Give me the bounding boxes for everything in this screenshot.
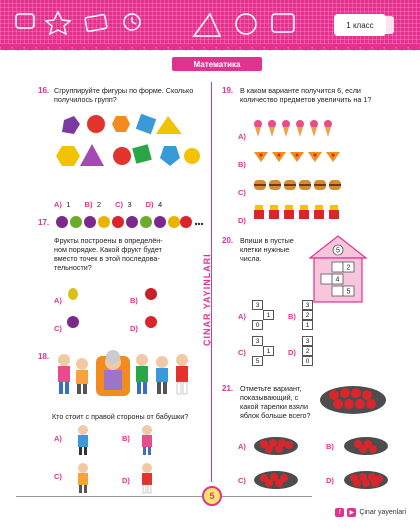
q20-option-d[interactable]: D): [288, 348, 296, 357]
q18-kid-a: [74, 424, 92, 456]
q20-b-cell: 3: [302, 300, 313, 310]
q16-option-b[interactable]: B) 2: [84, 200, 102, 209]
fries-row: [252, 204, 344, 220]
footer-rule-right: [222, 496, 312, 497]
grade-label: 1 класс: [334, 14, 386, 36]
q19-option-b[interactable]: B): [238, 160, 246, 169]
child-5: [176, 354, 188, 394]
q17-option-a[interactable]: A): [54, 296, 62, 305]
star-icon: [46, 12, 70, 34]
q17-option-b[interactable]: B): [130, 296, 138, 305]
plum-icon: [66, 314, 80, 328]
house-cell: 2: [346, 264, 351, 272]
apple-plate-a: [252, 432, 300, 456]
q16-option-d[interactable]: D) 4: [145, 200, 163, 209]
q20-d-cell: 0: [302, 356, 313, 366]
q21-text: Отметьте вариант, показывающий, с какой тарелки взяли яблок больше всего?: [240, 384, 311, 420]
q19-number: 19.: [222, 86, 234, 95]
q19-option-a[interactable]: A): [238, 132, 246, 141]
burger-row: [252, 178, 344, 192]
q17-text: Фрукты построены в определён-ном порядке. Какой фрукт будет вместо точек в этой последова-тельности?: [54, 236, 163, 272]
q21-number: 21.: [222, 384, 234, 393]
footer-rule-left: [16, 496, 202, 497]
circle-shape: [87, 115, 105, 133]
q16-shapes: [52, 112, 202, 182]
number-house: [306, 232, 370, 304]
grandmother: [96, 350, 130, 396]
house-cell: 4: [335, 276, 340, 284]
pentagon-shape-2: [160, 146, 180, 166]
footer-brand-text: Çinar yayenlari: [359, 509, 406, 516]
header-doodles: [10, 6, 160, 42]
triangle-shape: [156, 116, 182, 134]
square-shape: [136, 114, 157, 135]
pomegranate-icon: [144, 286, 158, 300]
pentagon-shape: [62, 116, 80, 134]
header-doodles-right: [190, 8, 310, 42]
q20-option-b[interactable]: B): [288, 312, 296, 321]
child-1: [58, 354, 70, 394]
q17-option-c[interactable]: C): [54, 324, 62, 333]
q20-c-cell: 5: [252, 356, 263, 366]
q17-option-d[interactable]: D): [130, 324, 138, 333]
footer-brand: [335, 508, 406, 517]
q21-option-c[interactable]: C): [238, 476, 246, 485]
youtube-icon[interactable]: ▶: [347, 508, 356, 517]
q20-d-cell: 2: [302, 346, 313, 356]
ruler-icon: [194, 14, 220, 36]
brand-vertical: ÇINAR YAYINLARI: [202, 253, 212, 347]
notebook-icon: [85, 14, 107, 31]
q20-c-cell: 3: [252, 336, 263, 346]
facebook-icon[interactable]: f: [335, 508, 344, 517]
q16-option-c[interactable]: C) 3: [115, 200, 132, 209]
q21-option-a[interactable]: A): [238, 442, 246, 451]
q19-text: В каком варианте получится 6, если количество предметов увеличить на 1?: [240, 86, 372, 104]
q20-d-cell: 3: [302, 336, 313, 346]
q18-number: 18.: [38, 352, 50, 361]
q17-fruit-sequence: [54, 212, 204, 230]
child-4: [156, 356, 168, 394]
house-roof-number: 5: [336, 247, 340, 255]
calculator-icon: [272, 14, 294, 32]
icecream-row: [252, 118, 342, 138]
circle-shape-2: [113, 147, 131, 165]
q18-option-d[interactable]: D): [122, 476, 130, 485]
pear-icon: [66, 286, 80, 300]
book-icon: [16, 14, 34, 28]
q19-option-d[interactable]: D): [238, 216, 246, 225]
q18-family-illustration: [52, 346, 202, 402]
q19-option-c[interactable]: C): [238, 188, 246, 197]
subject-banner: Математика: [172, 57, 262, 71]
q20-c-cell: 1: [263, 346, 274, 356]
hexagon-shape: [112, 116, 130, 132]
child-2: [76, 358, 88, 394]
apple-icon: [144, 314, 158, 328]
q16-number: 16.: [38, 86, 50, 95]
apple-plate-d: [342, 466, 390, 490]
q20-text: Впиши в пустые клетки нужные числа.: [240, 236, 294, 263]
q16-text: Сгруппируйте фигуры по форме. Сколько получилось групп?: [54, 86, 194, 104]
apple-plate-main: [318, 380, 388, 416]
globe-icon: [236, 14, 256, 34]
q18-option-c[interactable]: C): [54, 472, 62, 481]
triangle-shape-2: [80, 144, 104, 166]
q18-kid-c: [74, 462, 92, 494]
apple-plate-b: [342, 432, 390, 456]
q16-option-a[interactable]: A) 1: [54, 200, 71, 209]
header-scallop: [0, 44, 420, 56]
q21-option-d[interactable]: D): [326, 476, 334, 485]
child-3: [136, 354, 148, 394]
square-shape-2: [132, 144, 152, 164]
q18-kid-b: [138, 424, 156, 456]
q20-a-cell: 3: [252, 300, 263, 310]
q20-option-c[interactable]: C): [238, 348, 246, 357]
q20-b-cell: 2: [302, 310, 313, 320]
q18-option-a[interactable]: A): [54, 434, 62, 443]
page-number: 5: [202, 486, 222, 506]
q16-options: [54, 194, 204, 212]
q18-kid-d: [138, 462, 156, 494]
hexagon-shape-2: [56, 146, 80, 166]
q17-number: 17.: [38, 218, 50, 227]
q20-a-cell: 0: [252, 320, 263, 330]
house-cell: 5: [346, 288, 351, 296]
q20-b-cell: 1: [302, 320, 313, 330]
q20-a-cell: 1: [263, 310, 274, 320]
q21-option-b[interactable]: B): [326, 442, 334, 451]
apple-plate-c: [252, 466, 300, 490]
q18-text: Кто стоит с правой стороны от бабушки?: [52, 412, 189, 421]
q18-option-b[interactable]: B): [122, 434, 130, 443]
circle-shape-3: [184, 148, 200, 164]
q20-number: 20.: [222, 236, 234, 245]
pizza-row: [252, 150, 342, 164]
q20-option-a[interactable]: A): [238, 312, 246, 321]
